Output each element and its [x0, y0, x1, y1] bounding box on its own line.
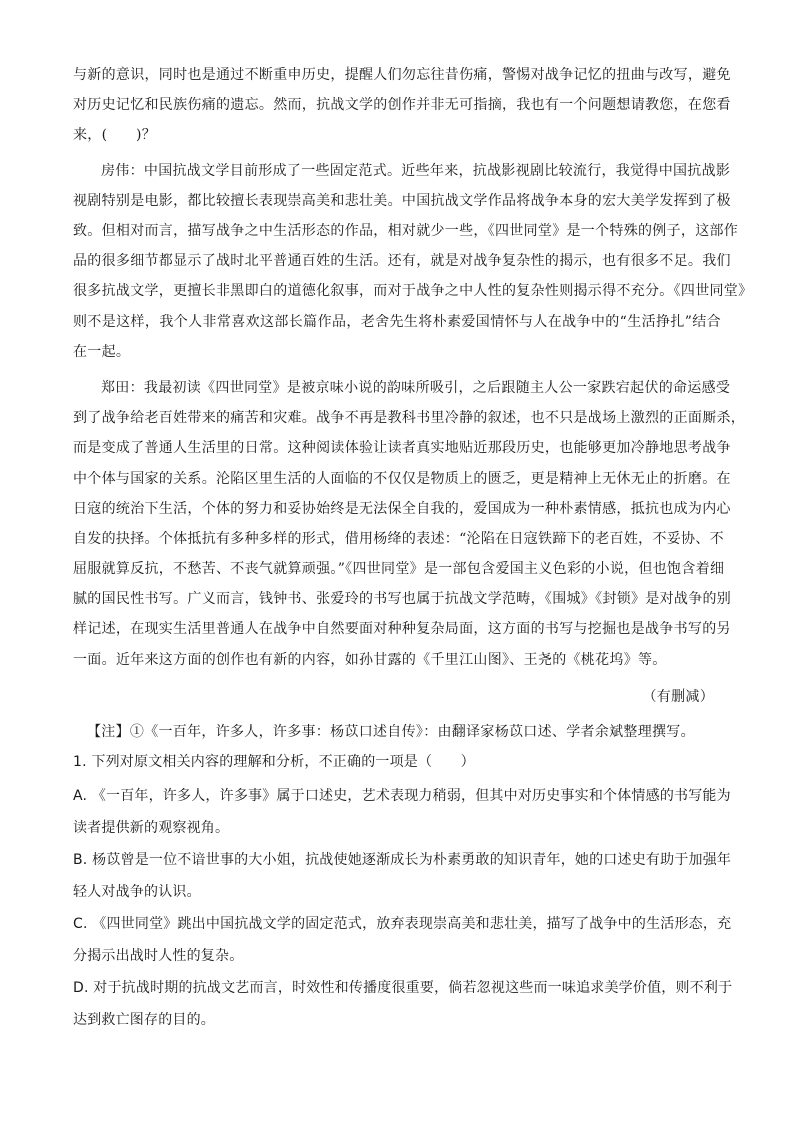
- text-line: 很多抗战文学，更擅长非黑即白的道德化叙事，而对于战争之中人性的复杂性则揭示得不充分。《四世同堂》: [73, 283, 753, 299]
- footnote: 【注】①《一百年，许多人，许多事：杨苡口述自传》：由翻译家杨苡口述、学者余斌整理撰写。: [87, 724, 695, 740]
- text-line: 致。但相对而言，描写战争之中生活形态的作品，相对就少一些，《四世同堂》是一个特殊的例子，这部作: [73, 223, 739, 239]
- text-line: 中个体与国家的关系。沦陷区里生活的人面临的不仅仅是物质上的匮乏，更是精神上无休无止的折磨。在: [73, 471, 731, 487]
- text-line: 品的很多细节都显示了战时北平普通百姓的生活。还有，就是对战争复杂性的揭示，也有很多不足。我们: [73, 253, 731, 269]
- option-c-line2: 分揭示出战时人性的复杂。: [73, 948, 244, 964]
- text-line: 房伟：中国抗战文学目前形成了一些固定范式。近些年来，抗战影视剧比较流行，我觉得中国抗战影: [101, 163, 731, 179]
- question-stem: 1. 下列对原文相关内容的理解和分析，不正确的一项是（ ）: [73, 754, 475, 770]
- text-line: 腻的国民性书写。广义而言，钱钟书、张爱玲的书写也属于抗战文学范畴，《围城》《封锁》是对战争的别: [73, 591, 732, 607]
- text-line: 而是变成了普通人生活里的日常。这种阅读体验让读者真实地贴近那段历史，也能够更加冷静地思考战争: [73, 440, 731, 456]
- option-d-line2: 达到救亡图存的目的。: [73, 1012, 215, 1028]
- deletion-note: （有删减）: [642, 689, 714, 705]
- option-a-line2: 读者提供新的观察视角。: [73, 820, 230, 836]
- option-c-line1: C. 《四世同堂》跳出中国抗战文学的固定范式，放弃表现崇高美和悲壮美，描写了战争中的生活形态，充: [73, 916, 732, 932]
- option-b-line2: 轻人对战争的认识。: [73, 884, 201, 900]
- option-d-line1: D. 对于抗战时期的抗战文艺而言，时效性和传播度很重要，倘若忽视这些而一味追求美学价值，则不利于: [73, 980, 733, 996]
- text-line: 日寇的统治下生活，个体的努力和妥协始终是无法保全自我的，爱国成为一种朴素情感，抵抗也成为内心: [73, 501, 731, 517]
- text-line: 在一起。: [73, 344, 131, 360]
- option-b-line1: B. 杨苡曾是一位不谙世事的大小姐，抗战使她逐渐成长为朴素勇敢的知识青年，她的口述史有助于加强年: [73, 852, 732, 868]
- text-line: 来，( )？: [73, 127, 157, 143]
- text-line: 自发的抉择。个体抵抗有多种多样的形式，借用杨绛的表述：“沦陷在日寇铁蹄下的老百姓，不妥协、不: [73, 531, 724, 547]
- text-line: 视剧特别是电影，都比较擅长表现崇高美和悲壮美。中国抗战文学作品将战争本身的宏大美学发挥到了极: [73, 193, 731, 209]
- text-line: 对历史记忆和民族伤痛的遗忘。然而，抗战文学的创作并非无可指摘，我也有一个问题想请教您，在您看: [73, 97, 731, 113]
- text-line: 一面。近年来这方面的创作也有新的内容，如孙甘露的《千里江山图》、王尧的《桃花坞》等。: [73, 652, 667, 668]
- text-line: 与新的意识，同时也是通过不断重申历史，提醒人们勿忘往昔伤痛，警惕对战争记忆的扭曲与改写，避免: [73, 67, 731, 83]
- option-a-line1: A. 《一百年，许多人，许多事》属于口述史，艺术表现力稍弱，但其中对历史事实和个体情感的书写能为: [73, 788, 731, 804]
- text-line: 到了战争给老百姓带来的痛苦和灾难。战争不再是教科书里冷静的叙述，也不只是战场上激烈的正面厮杀，: [73, 410, 746, 426]
- text-line: 郑田：我最初读《四世同堂》是被京味小说的韵味所吸引，之后跟随主人公一家跌宕起伏的命运感受: [101, 380, 731, 396]
- text-line: 样记述，在现实生活里普通人在战争中自然要面对种种复杂局面，这方面的书写与挖掘也是战争书写的另: [73, 621, 731, 637]
- text-line: 则不是这样，我个人非常喜欢这部长篇作品，老舍先生将朴素爱国情怀与人在战争中的“生活挣扎”结合: [73, 314, 721, 330]
- text-line: 屈服就算反抗，不愁苦、不丧气就算顽强。”《四世同堂》是一部包含爱国主义色彩的小说，但也饱含着细: [73, 561, 725, 577]
